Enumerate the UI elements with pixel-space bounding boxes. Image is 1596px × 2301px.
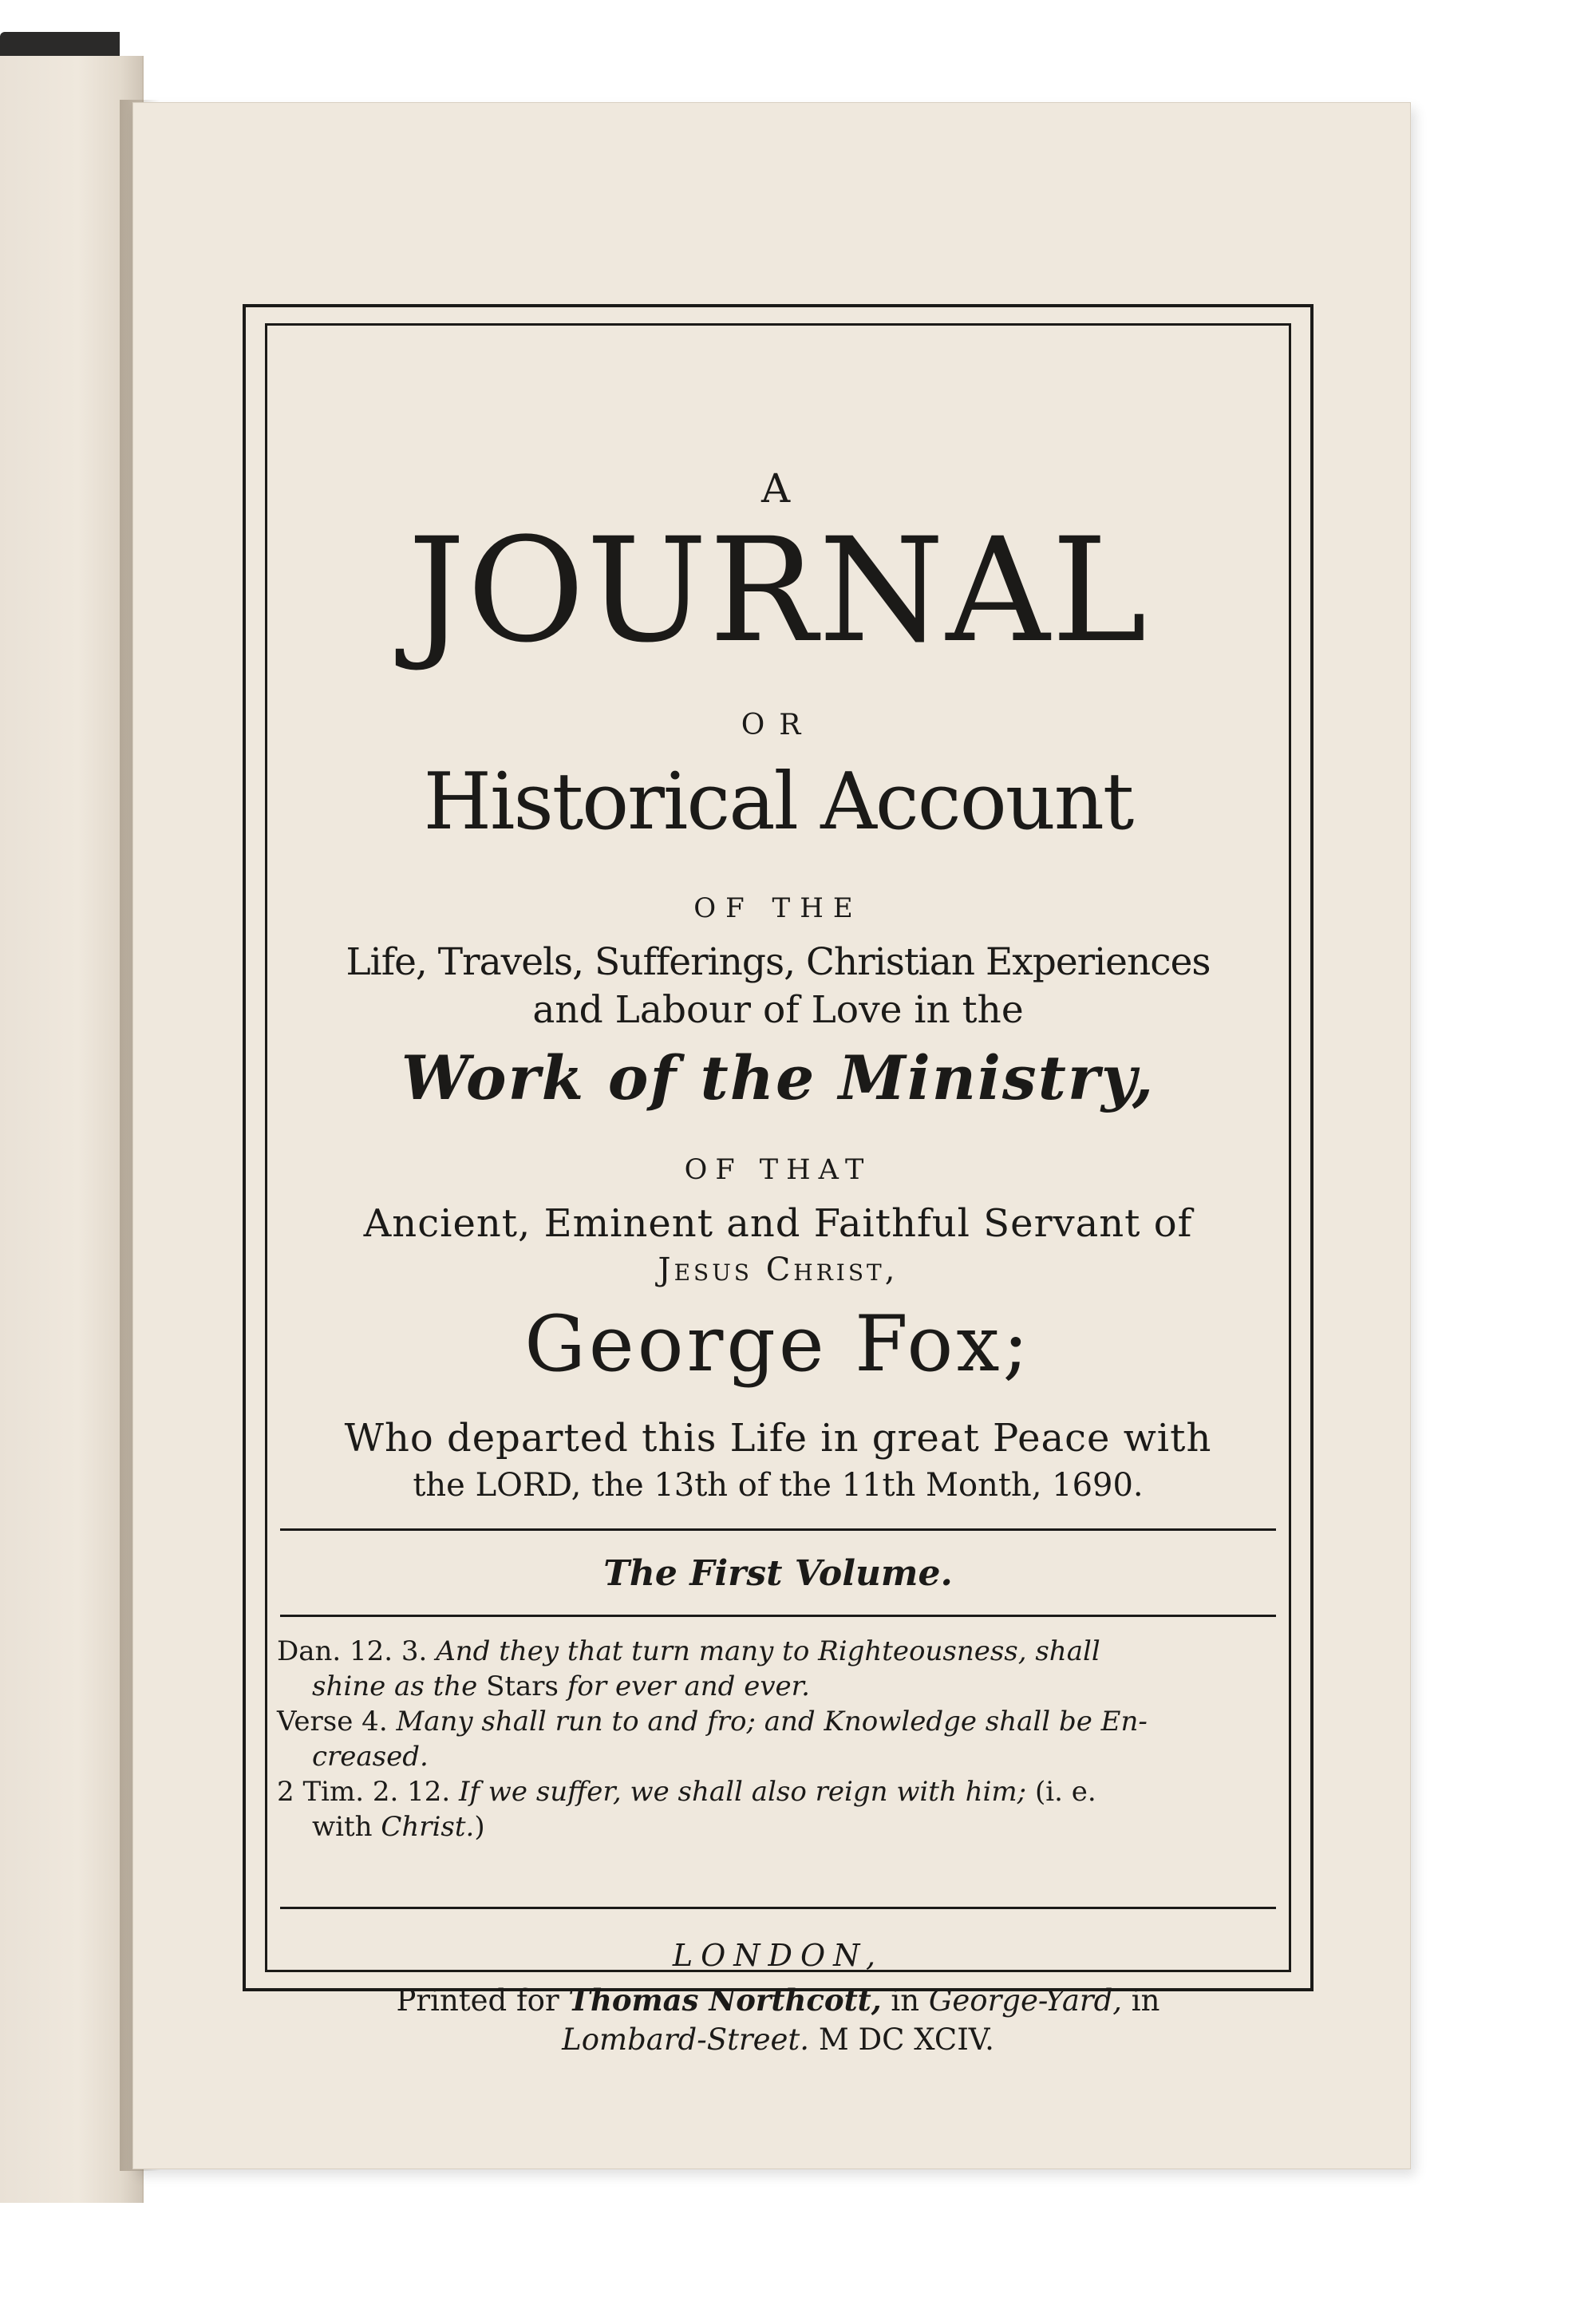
- author-name: George Fox;: [524, 1299, 1032, 1389]
- imprint-in-1: in: [891, 1983, 920, 2018]
- scripture-line-3: [277, 1705, 1278, 1738]
- imprint-city: LONDON,: [672, 1938, 884, 1973]
- title-of-that: OF THAT: [684, 1154, 872, 1186]
- scripture-line-4: [277, 1740, 1278, 1773]
- inner-border-frame: [265, 323, 1291, 2057]
- work-of-the-ministry: Work of the Ministry,: [401, 1042, 1156, 1113]
- scripture-text-shine: shine as the: [312, 1670, 478, 1702]
- imprint-george-yard: George-Yard,: [928, 1983, 1123, 2018]
- title-journal: JOURNAL: [408, 508, 1148, 674]
- outer-border-frame: [243, 304, 1314, 2057]
- scripture-text-ie: (i. e.: [1034, 1776, 1096, 1808]
- rule-divider-2: [280, 1615, 1276, 1617]
- title-historical-account: Historical Account: [423, 757, 1133, 848]
- scripture-text-verse: Many shall run to and fro; and Knowledge shall be En-: [396, 1706, 1148, 1738]
- subtitle-line-2: and Labour of Love in the: [532, 988, 1024, 1032]
- scripture-ref-verse: Verse 4.: [277, 1706, 388, 1738]
- scripture-text-close-paren: ): [474, 1811, 485, 1843]
- scripture-text-increased: creased.: [312, 1741, 429, 1773]
- imprint-printed-line: [267, 1983, 1289, 2018]
- jesus-christ-line: Jesus Christ,: [658, 1251, 899, 1288]
- departed-line-1: Who departed this Life in great Peace with: [344, 1416, 1212, 1461]
- scripture-text-christ: Christ.: [381, 1811, 475, 1843]
- scripture-line-5: [277, 1775, 1278, 1809]
- volume-label: The First Volume.: [603, 1553, 953, 1594]
- departed-line-2: the LORD, the 13th of the 11th Month, 1690.: [413, 1467, 1144, 1504]
- subtitle-line-1: Life, Travels, Sufferings, Christian Experiences: [346, 940, 1211, 984]
- scripture-text-stars: Stars: [486, 1670, 559, 1702]
- imprint-printer-name: Thomas Northcott,: [568, 1983, 882, 2018]
- imprint-year: M DC XCIV.: [818, 2022, 994, 2057]
- title-page: [132, 102, 1411, 2169]
- scripture-line-1: [277, 1635, 1278, 1668]
- imprint-printed-for: Printed for: [396, 1983, 559, 2018]
- scripture-text-with: with: [312, 1811, 373, 1843]
- scripture-text-daniel: And they that turn many to Righteousness, shall: [436, 1635, 1100, 1667]
- rule-divider-1: [280, 1528, 1276, 1531]
- scripture-text-ever: for ever and ever.: [567, 1670, 810, 1702]
- scripture-ref-daniel: Dan. 12. 3.: [277, 1635, 428, 1667]
- scripture-line-6: [277, 1810, 1278, 1844]
- imprint-street-line: [267, 2022, 1289, 2057]
- scripture-text-timothy: If we suffer, we shall also reign with him;: [458, 1776, 1027, 1808]
- imprint-street: Lombard-Street.: [562, 2022, 810, 2057]
- title-of-the: OF THE: [693, 892, 863, 924]
- servant-line: Ancient, Eminent and Faithful Servant of: [363, 1201, 1193, 1246]
- title-article: A: [760, 465, 796, 512]
- scripture-ref-timothy: 2 Tim. 2. 12.: [277, 1776, 451, 1808]
- imprint-in-2: in: [1131, 1983, 1160, 2018]
- rule-divider-3: [280, 1907, 1276, 1909]
- title-or: OR: [741, 709, 816, 741]
- scripture-line-2: [277, 1670, 1278, 1703]
